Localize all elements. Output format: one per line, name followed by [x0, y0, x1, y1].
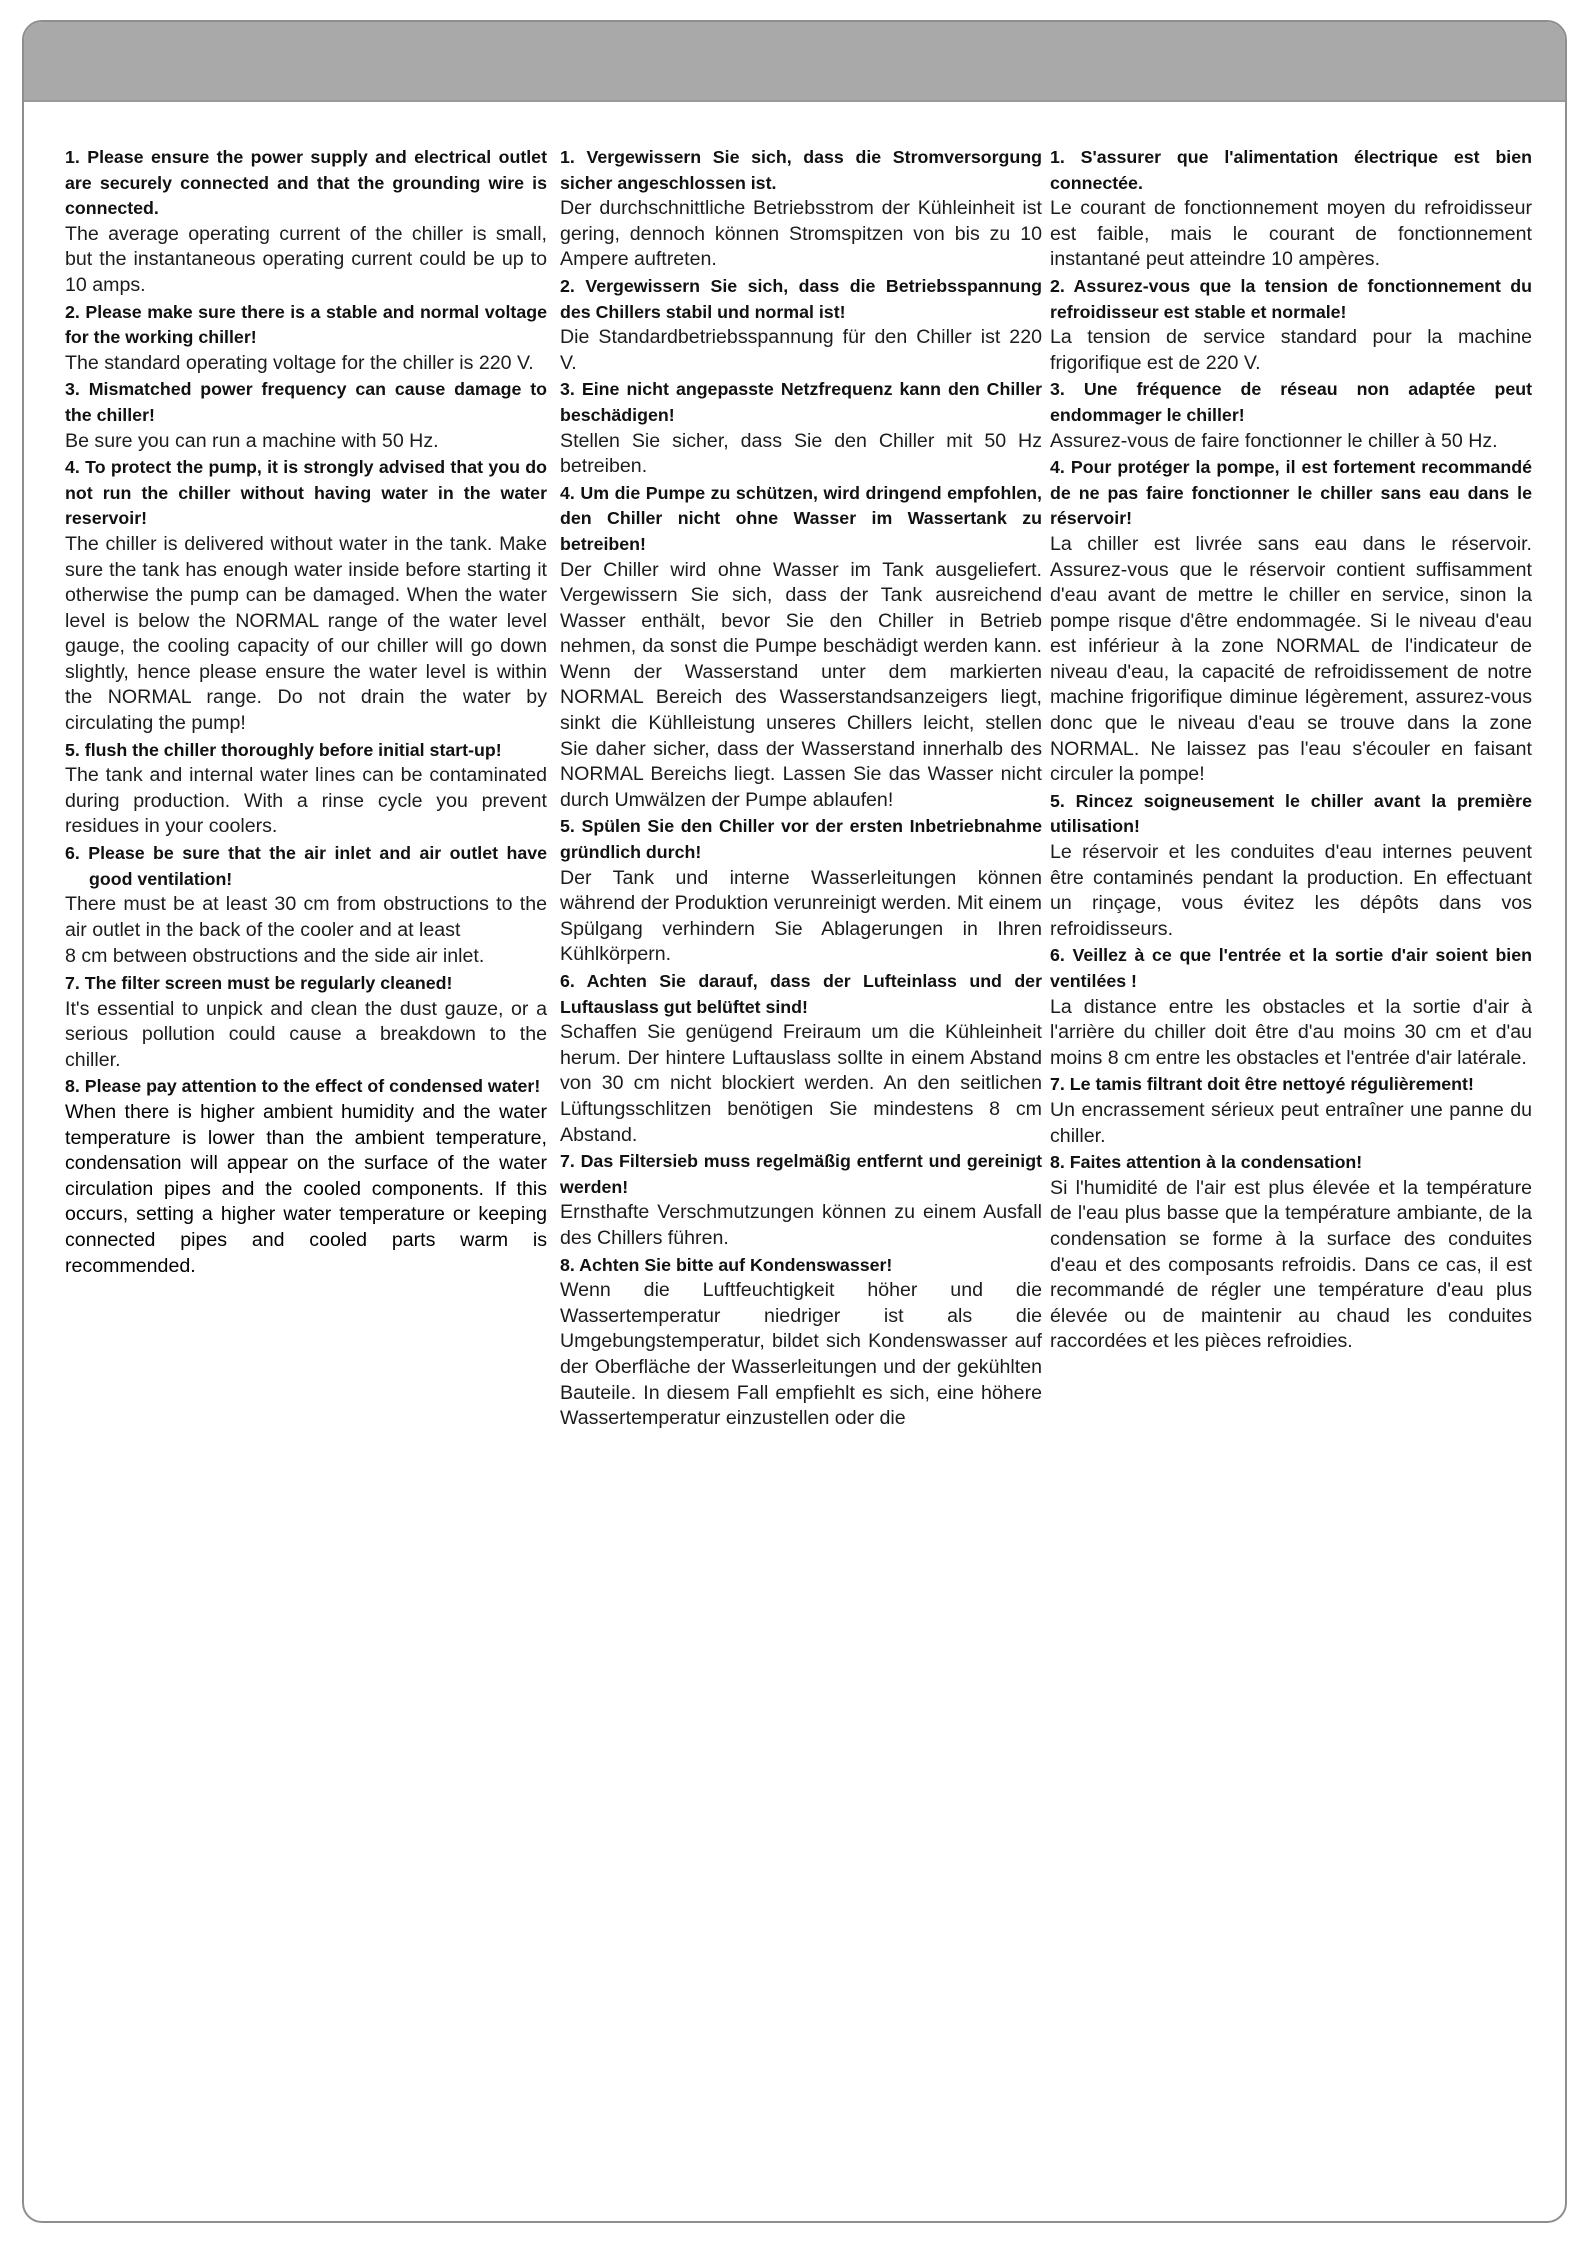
- section-7: [65, 971, 547, 1073]
- section-body: Der Chiller wird ohne Wasser im Tank ausgeliefert. Vergewissern Sie sich, dass der Tank ausreichend Wasser enthält, bevor Sie den Chiller in Betrieb nehmen, da sonst die Pumpe beschädigt werden kann. Wenn der Wasserstand unter dem markierten NORMAL Bereich des Wasserstandsanzeigers liegt, sinkt die Kühlleistung unseres Chillers leicht, stellen Sie daher sicher, dass der Wasserstand innerhalb des NORMAL Bereichs liegt. Lassen Sie das Wasser nicht durch Umwälzen der Pumpe ablaufen!: [560, 558, 1042, 811]
- section-body: Schaffen Sie genügend Freiraum um die Kühleinheit herum. Der hintere Luftauslass sollte in einem Abstand von 30 cm nicht blockiert werden. An den seitlichen Lüftungsschlitzen benötigen Sie mindestens 8 cm Abstand.: [560, 1021, 1042, 1146]
- section-heading: 4. Um die Pumpe zu schützen, wird dringend empfohlen, den Chiller nicht ohne Wasser im Wassertank zu betreiben!: [560, 482, 1042, 554]
- section-7: [560, 1149, 1042, 1251]
- section-6: [65, 841, 547, 970]
- section-3: [1050, 377, 1532, 454]
- section-4: [65, 455, 547, 737]
- section-4: [560, 481, 1042, 814]
- section-heading: 7. Das Filtersieb muss regelmäßig entfernt und gereinigt werden!: [560, 1151, 1042, 1197]
- section-7: [1050, 1072, 1532, 1149]
- section-heading: 5. Rincez soigneusement le chiller avant la première utilisation!: [1050, 790, 1532, 837]
- section-heading: 8. Achten Sie bitte auf Kondenswasser!: [560, 1254, 893, 1275]
- section-5: [560, 814, 1042, 968]
- section-heading: 1. Vergewissern Sie sich, dass die Stromversorgung sicher angeschlossen ist.: [560, 147, 1042, 193]
- section-body: Ernsthafte Verschmutzungen können zu einem Ausfall des Chillers führen.: [560, 1201, 1042, 1249]
- section-body: Assurez-vous de faire fonctionner le chiller à 50 Hz.: [1050, 429, 1498, 452]
- section-2: [1050, 274, 1532, 376]
- section-body: There must be at least 30 cm from obstructions to the air outlet in the back of the cooler and at least: [65, 893, 547, 941]
- section-8: [65, 1074, 547, 1279]
- section-6: [1050, 943, 1532, 1071]
- section-6: [560, 969, 1042, 1148]
- section-body: The tank and internal water lines can be contaminated during production. With a rinse cycle you prevent residues in your coolers.: [65, 764, 547, 838]
- section-5: [65, 738, 547, 840]
- section-5: [1050, 789, 1532, 943]
- section-body: Der Tank und interne Wasserleitungen können während der Produktion verunreinigt werden. Mit einem Spülgang verhindern Sie Ablagerungen in Ihren Kühlkörpern.: [560, 866, 1042, 966]
- section-body: Die Standardbetriebsspannung für den Chiller ist 220 V.: [560, 326, 1042, 374]
- section-body: La distance entre les obstacles et la sortie d'air à l'arrière du chiller doit être d'au moins 30 cm et d'au moins 8 cm entre les obstacles et l'entrée d'air latérale.: [1050, 995, 1532, 1069]
- section-body: When there is higher ambient humidity and the water temperature is lower than the ambient temperature, condensation will appear on the surface of the water circulation pipes and the cooled components. If this occurs, setting a higher water temperature or keeping connected pipes and cooled parts warm is recommended.: [65, 1100, 547, 1277]
- section-body: Wenn die Luftfeuchtigkeit höher und die Wassertemperatur niedriger ist als die Umgebungstemperatur, bildet sich Kondenswasser auf der Oberfläche der Wasserleitungen und der gekühlten Bauteile. In diesem Fall empfiehlt es sich, eine höhere Wassertemperatur einzustellen oder die: [560, 1279, 1042, 1430]
- section-body: The standard operating voltage for the chiller is 220 V.: [65, 351, 534, 374]
- section-heading: 4. To protect the pump, it is strongly advised that you do not run the chiller without having water in the water reservoir!: [65, 457, 547, 529]
- section-body: The chiller is delivered without water in the tank. Make sure the tank has enough water inside before starting it otherwise the pump can be damaged. When the water level is below the NORMAL range of the water level gauge, the cooling capacity of our chiller will go down slightly, hence please ensure the water level is within the NORMAL range. Do not drain the water by circulating the pump!: [65, 532, 547, 735]
- section-heading: 5. flush the chiller thoroughly before initial start-up!: [65, 739, 502, 760]
- section-heading: 6. Please be sure that the air inlet and air outlet have good ventilation!: [65, 843, 547, 889]
- section-heading: 7. The filter screen must be regularly cleaned!: [65, 973, 453, 993]
- section-body: La chiller est livrée sans eau dans le réservoir. Assurez-vous que le réservoir contient suffisamment d'eau avant de mettre le chiller en service, sinon la pompe risque d'être endommagée. Si le niveau d'eau est inférieur à la zone NORMAL de l'indicateur de niveau d'eau, la capacité de refroidissement de notre machine frigorifique diminue légèrement, assurez-vous donc que le niveau d'eau se trouve dans la zone NORMAL. Ne laissez pas l'eau s'écouler en faisant circuler la pompe!: [1050, 532, 1532, 786]
- section-4: [1050, 455, 1532, 788]
- section-8: [560, 1253, 1042, 1432]
- section-heading: 8. Please pay attention to the effect of condensed water!: [65, 1076, 541, 1097]
- section-heading: 1. Please ensure the power supply and electrical outlet are securely connected and that the grounding wire is connected.: [65, 147, 547, 219]
- section-1: [1050, 145, 1532, 273]
- section-3: [65, 377, 547, 454]
- column-german: [560, 145, 1042, 1433]
- section-body: 8 cm between obstructions and the side air inlet.: [65, 945, 485, 968]
- section-heading: 3. Eine nicht angepasste Netzfrequenz kann den Chiller beschädigen!: [560, 379, 1042, 425]
- section-heading: 6. Achten Sie darauf, dass der Lufteinlass und der Luftauslass gut belüftet sind!: [560, 971, 1042, 1017]
- section-1: [65, 145, 547, 299]
- section-heading: 2. Assurez-vous que la tension de fonctionnement du refroidisseur est stable et normale!: [1050, 275, 1532, 322]
- section-body: Der durchschnittliche Betriebsstrom der Kühleinheit ist gering, dennoch können Stromspitzen von bis zu 10 Ampere auftreten.: [560, 197, 1042, 271]
- section-body: Si l'humidité de l'air est plus élevée et la température de l'eau plus basse que la température ambiante, de la condensation se forme à la surface des conduites d'eau et des composants refroidis. Dans ce cas, il est recommandé de régler une température d'eau plus élevée ou de maintenir au chaud les conduites raccordées et les pièces refroidies.: [1050, 1176, 1532, 1353]
- section-heading: 7. Le tamis filtrant doit être nettoyé régulièrement!: [1050, 1074, 1474, 1095]
- section-heading: 1. S'assurer que l'alimentation électrique est bien connectée.: [1050, 147, 1532, 193]
- header-bar: [24, 22, 1565, 102]
- section-body: It's essential to unpick and clean the dust gauze, or a serious pollution could cause a breakdown to the chiller.: [65, 997, 547, 1071]
- section-2: [65, 300, 547, 377]
- section-heading: 6. Veillez à ce que l'entrée et la sortie d'air soient bien ventilées !: [1050, 945, 1532, 991]
- section-heading: 3. Une fréquence de réseau non adaptée peut endommager le chiller!: [1050, 379, 1532, 425]
- section-body: Le réservoir et les conduites d'eau internes peuvent être contaminés pendant la production. En effectuant un rinçage, vous évitez les dépôts dans vos refroidisseurs.: [1050, 841, 1532, 940]
- column-french: [1050, 145, 1532, 1356]
- section-body: La tension de service standard pour la machine frigorifique est de 220 V.: [1050, 326, 1532, 374]
- column-english: [65, 145, 547, 1280]
- section-heading: 5. Spülen Sie den Chiller vor der ersten Inbetriebnahme gründlich durch!: [560, 816, 1042, 863]
- section-body: Be sure you can run a machine with 50 Hz.: [65, 429, 439, 452]
- page-frame: [22, 20, 1567, 2223]
- section-8: [1050, 1150, 1532, 1355]
- section-heading: 2. Vergewissern Sie sich, dass die Betriebsspannung des Chillers stabil und normal ist!: [560, 275, 1042, 322]
- section-heading: 8. Faites attention à la condensation!: [1050, 1152, 1363, 1173]
- section-heading: 3. Mismatched power frequency can cause damage to the chiller!: [65, 379, 547, 425]
- section-body: Stellen Sie sicher, dass Sie den Chiller mit 50 Hz betreiben.: [560, 429, 1042, 478]
- section-3: [560, 377, 1042, 479]
- section-body: Un encrassement sérieux peut entraîner une panne du chiller.: [1050, 1098, 1532, 1147]
- section-body: Le courant de fonctionnement moyen du refroidisseur est faible, mais le courant de fonctionnement instantané peut atteindre 10 ampères.: [1050, 197, 1532, 271]
- section-heading: 4. Pour protéger la pompe, il est fortement recommandé de ne pas faire fonctionner le chiller sans eau dans le réservoir!: [1050, 457, 1532, 529]
- section-heading: 2. Please make sure there is a stable and normal voltage for the working chiller!: [65, 301, 547, 348]
- section-body: The average operating current of the chiller is small, but the instantaneous operating current could be up to 10 amps.: [65, 222, 547, 296]
- section-2: [560, 274, 1042, 376]
- section-1: [560, 145, 1042, 273]
